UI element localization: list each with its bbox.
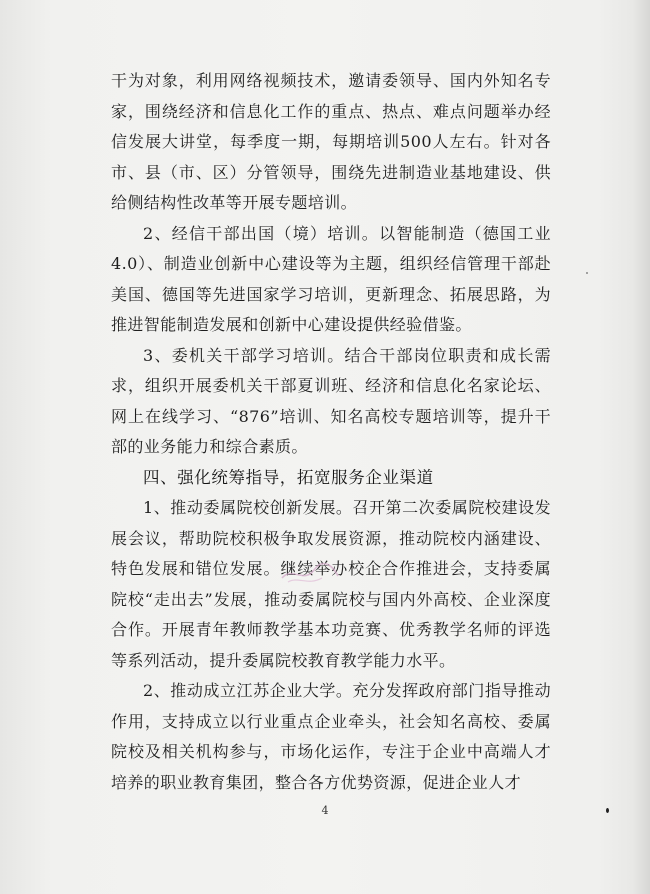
paragraph-4: 1、推动委属院校创新发展。召开第二次委属院校建设发展会议，帮助院校积极争取发展资源，推动院校内涵建设、特色发展和错位发展。继续举办校企合作推进会，支持委属院校“走出去”发展，推动委属院校与国内外高校、企业深度合作。开展青年教师教学基本功竞赛、优秀教学名师的评选等系列活动，提升委属院校教育教学能力水平。: [111, 498, 551, 670]
paragraph-3: 3、委机关干部学习培训。结合干部岗位职责和成长需求，组织开展委机关干部夏训班、经济和信息化名家论坛、网上在线学习、“876”培训、知名高校专题培训等，提升干部的业务能力和综合素质。: [111, 345, 551, 456]
scan-edge-shadow: [632, 0, 650, 894]
document-body: [111, 66, 551, 798]
page-number: 4: [321, 804, 329, 817]
paragraph-2: 2、经信干部出国（境）培训。以智能制造（德国工业4.0）、制造业创新中心建设等为主题，组织经信管理干部赴美国、德国等先进国家学习培训，更新理念、拓展思路，为推进智能制造发展和创新中心建设提供经验借鉴。: [111, 223, 551, 334]
paragraph-5: 2、推动成立江苏企业大学。充分发挥政府部门指导推动作用，支持成立以行业重点企业牵头，社会知名高校、委属院校及相关机构参与，市场化运作，专注于企业中高端人才培养的职业教育集团，整合各方优势资源，促进企业人才: [111, 681, 551, 792]
scan-speck: [606, 808, 609, 813]
paragraph-1: 干为对象，利用网络视频技术，邀请委领导、国内外知名专家，围绕经济和信息化工作的重点、热点、难点问题举办经信发展大讲堂，每季度一期，每期培训500人左右。针对各市、县（市、区）分管领导，围绕先进制造业基地建设、供给侧结构性改革等开展专题培训。: [111, 71, 551, 212]
scan-speck: [586, 272, 588, 274]
section-heading: 四、强化统筹指导，拓宽服务企业渠道: [143, 467, 434, 487]
